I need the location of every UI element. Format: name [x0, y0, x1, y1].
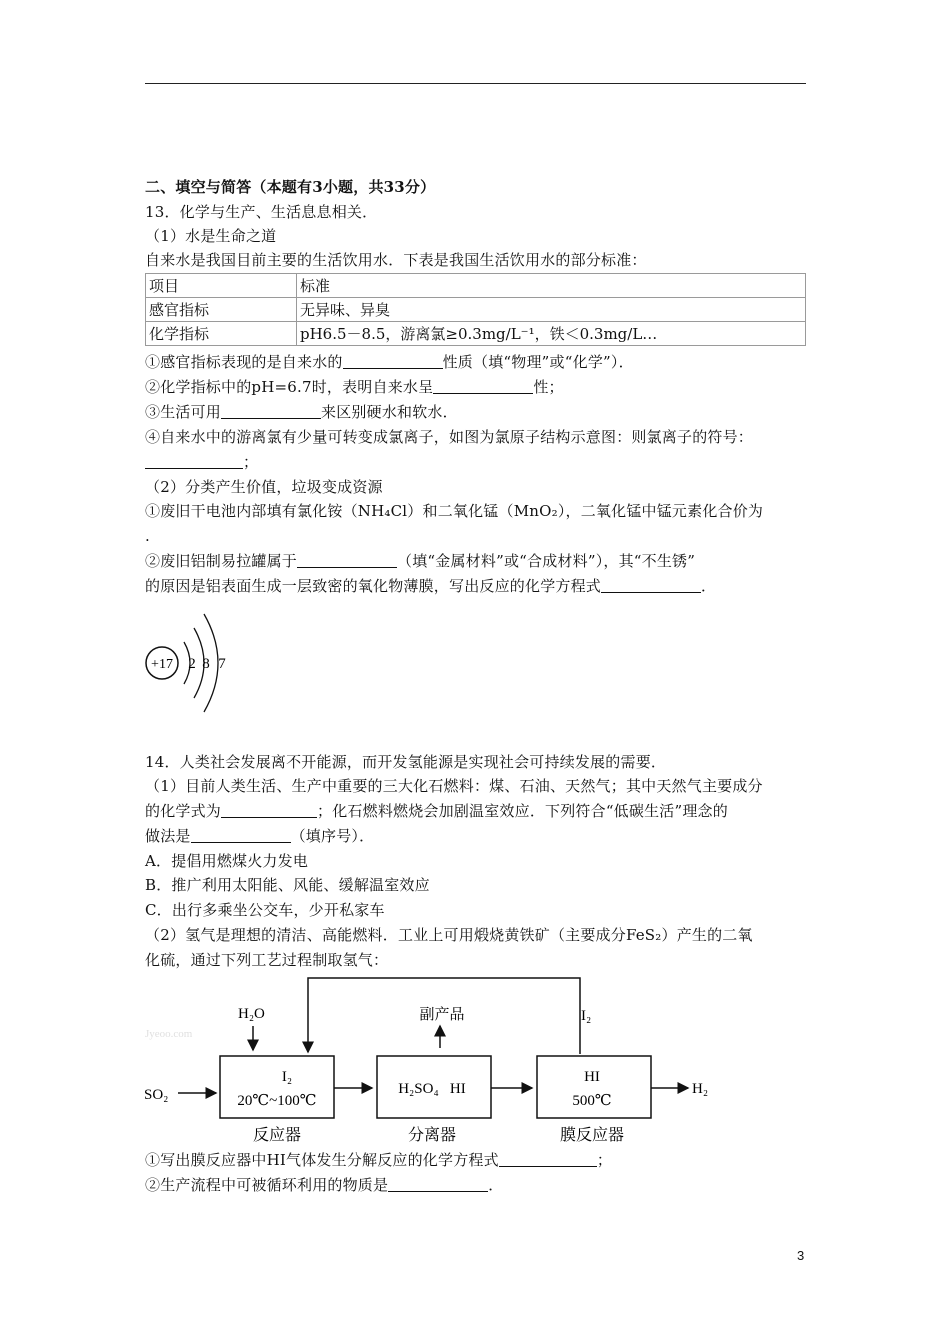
option-b: B．推广利用太阳能、风能、缓解温室效应 [145, 876, 430, 894]
q14-part2-line2: 化硫，通过下列工艺过程制取氢气： [145, 951, 389, 969]
chlorine-atom-diagram [140, 608, 240, 720]
reactor-line1: I₂ [281, 1069, 293, 1085]
option-a: A．提倡用燃煤火力发电 [145, 852, 309, 870]
q14-part1-line3: 做法是 （填序号）． [145, 827, 375, 845]
table-cell: 化学指标 [146, 322, 297, 346]
table-cell: pH6.5－8.5，游离氯≥0.3mg/L⁻¹，铁＜0.3mg/L… [297, 322, 806, 346]
water-standard-table [145, 273, 806, 346]
q13-item1: ①感官指标表现的是自来水的 性质（填“物理”或“化学”）． [145, 353, 634, 371]
watermark: Jyeoo.com [145, 1028, 193, 1040]
answer-blank[interactable] [297, 552, 397, 568]
table-row [146, 322, 806, 346]
table-cell: 感官指标 [146, 298, 297, 322]
q14-part1-line1: （1）目前人类生活、生产中重要的三大化石燃料：煤、石油、天然气；其中天然气主要成分 [145, 777, 763, 795]
table-header-row [146, 274, 806, 298]
q13-item3: ③生活可用 来区别硬水和软水． [145, 403, 458, 421]
electron-count-shell-2: 8 [202, 656, 210, 672]
answer-blank[interactable] [191, 827, 291, 843]
q13-item4: ④自来水中的游离氯有少量可转变成氯离子，如图为氯原子结构示意图：则氯离子的符号： [145, 428, 754, 446]
table-cell: 无异味、异臭 [297, 298, 806, 322]
membrane-line1: HI [584, 1069, 600, 1085]
so2-label: SO₂ [144, 1087, 169, 1103]
q14-sub1: ①写出膜反应器中HI气体发生分解反应的化学方程式 ； [145, 1151, 613, 1169]
membrane-line2: 500℃ [572, 1093, 612, 1109]
answer-blank[interactable] [499, 1151, 597, 1167]
header-rule [145, 83, 806, 84]
q14-sub2: ②生产流程中可被循环利用的物质是 ． [145, 1176, 504, 1194]
q13-part2-item1-end: . [145, 527, 150, 545]
reactor-label: 反应器 [252, 1125, 302, 1144]
q13-part2-item2: ②废旧铝制易拉罐属于 （填“金属材料”或“合成材料”），其“不生锈” [145, 552, 696, 570]
answer-blank[interactable] [601, 577, 701, 593]
section-title: 二、填空与简答（本题有3小题，共33分） [145, 178, 436, 196]
q13-part2-item3: 的原因是铝表面生成一层致密的氧化物薄膜，写出反应的化学方程式 ． [145, 577, 717, 595]
h2o-label: H₂O [238, 1006, 265, 1022]
h2-label: H₂ [692, 1081, 709, 1097]
answer-blank[interactable] [221, 403, 321, 419]
q13-part1-title: （1）水是生命之道 [145, 227, 277, 245]
q14-stem: 14．人类社会发展离不开能源，而开发氢能源是实现社会可持续发展的需要． [145, 753, 667, 771]
q13-part2-title: （2）分类产生价值，垃圾变成资源 [145, 478, 383, 496]
answer-blank[interactable] [343, 353, 443, 369]
answer-blank[interactable] [388, 1176, 488, 1192]
separator-label: 分离器 [407, 1125, 457, 1144]
byproduct-label: 副产品 [419, 1005, 465, 1023]
table-row [146, 298, 806, 322]
electron-count-shell-3: 7 [218, 656, 226, 672]
option-c: C．出行多乘坐公交车，少开私家车 [145, 901, 385, 919]
membrane-label: 膜反应器 [559, 1125, 625, 1144]
q13-stem: 13．化学与生产、生活息息相关． [145, 203, 378, 221]
q13-intro: 自来水是我国目前主要的生活饮用水．下表是我国生活饮用水的部分标准： [145, 251, 647, 269]
answer-blank[interactable] [145, 453, 243, 469]
hydrogen-process-flow-diagram [140, 972, 720, 1150]
atom-nucleus-charge: +17 [151, 657, 173, 672]
separator-content: H₂SO₄ HI [398, 1081, 466, 1097]
q13-item4-answer: ； [145, 452, 258, 472]
table-header-standard: 标准 [297, 274, 806, 298]
q14-part2-line1: （2）氢气是理想的清洁、高能燃料．工业上可用煅烧黄铁矿（主要成分FeS₂）产生的二氧 [145, 926, 753, 944]
answer-blank[interactable] [433, 378, 533, 394]
q14-part1-line2: 的化学式为 ；化石燃料燃烧会加剧温室效应．下列符合“低碳生活”理念的 [145, 802, 728, 820]
q13-item2: ②化学指标中的pH=6.7时，表明自来水呈 性； [145, 378, 564, 396]
table-header-item: 项目 [146, 274, 297, 298]
q13-part2-item1: ①废旧干电池内部填有氯化铵（NH₄Cl）和二氧化锰（MnO₂），二氧化锰中锰元素化合价为 [145, 502, 764, 520]
recycle-i2-label: I₂ [581, 1008, 592, 1024]
page-number: 3 [797, 1248, 805, 1263]
electron-count-shell-1: 2 [188, 656, 196, 672]
answer-blank[interactable] [221, 802, 317, 818]
reactor-line2: 20℃~100℃ [237, 1093, 317, 1109]
